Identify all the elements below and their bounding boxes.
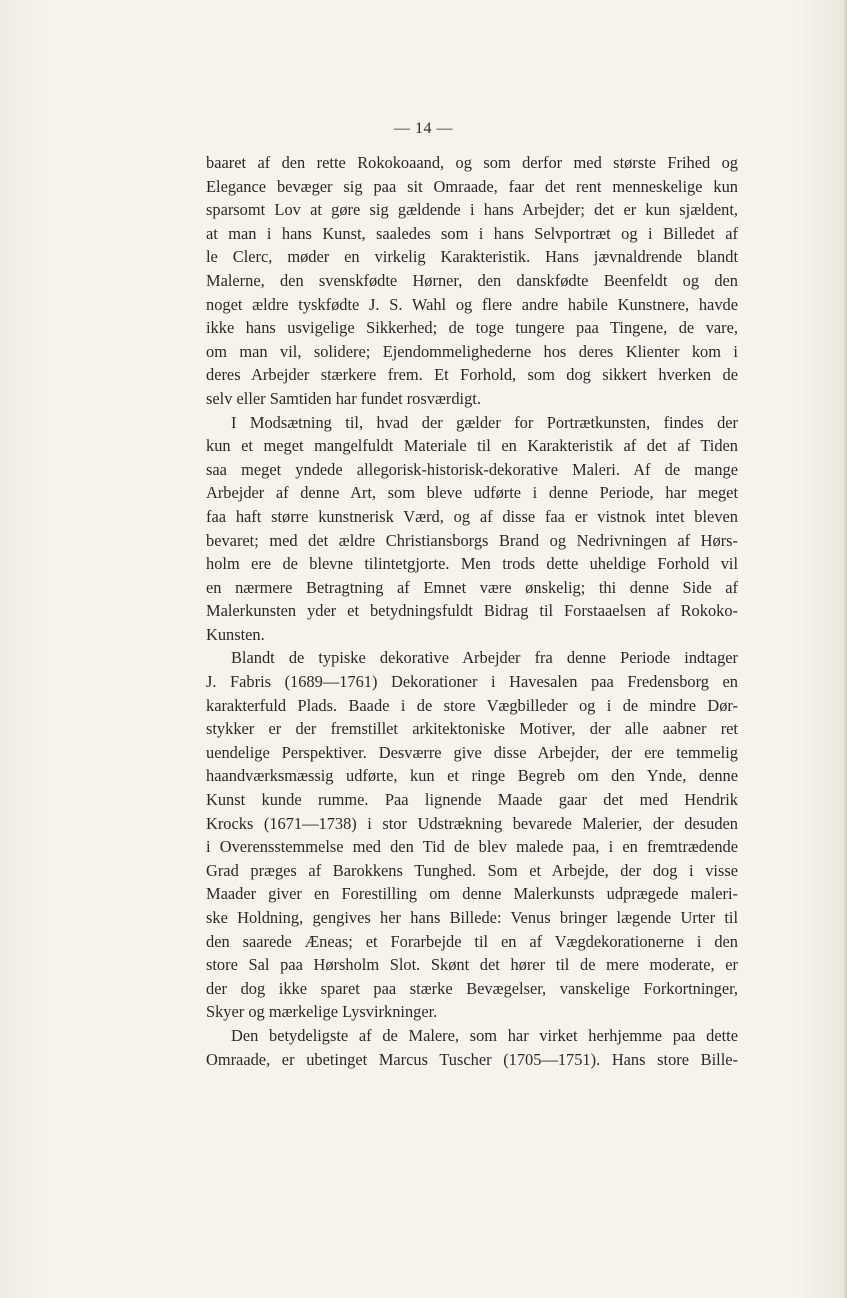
paragraph	[206, 151, 738, 411]
paragraph	[206, 1024, 738, 1071]
text-line: store Sal paa Hørsholm Slot. Skønt det hører til de mere moderate, er	[206, 955, 738, 975]
text-line: J. Fabris (1689—1761) Dekorationer i Havesalen paa Fredensborg en	[206, 672, 738, 692]
text-line: sparsomt Lov at gøre sig gældende i hans Arbejder; det er kun sjældent,	[206, 200, 738, 220]
text-line: en nærmere Betragtning af Emnet være ønskelig; thi denne Side af	[206, 577, 738, 597]
text-line: i Overensstemmelse med den Tid de blev malede paa, i en fremtrædende	[206, 837, 738, 857]
text-line: selv eller Samtiden har fundet rosværdigt.	[206, 388, 481, 408]
text-line: holm ere de blevne tilintetgjorte. Men trods dette uheldige Forhold vil	[206, 554, 738, 574]
text-line: karakterfuld Plads. Baade i de store Vægbilleder og i de mindre Dør-	[206, 695, 738, 715]
text-line: stykker er der fremstillet arkitektoniske Motiver, der alle aabner ret	[206, 719, 738, 739]
text-line: uendelige Perspektiver. Desværre give disse Arbejder, der ere temmelig	[206, 742, 738, 762]
paragraph	[206, 646, 738, 1024]
text-line: bevaret; med det ældre Christiansborgs Brand og Nedrivningen af Hørs-	[206, 530, 738, 550]
paragraph	[206, 411, 738, 647]
text-line: le Clerc, møder en virkelig Karakteristik. Hans jævnaldrende blandt	[206, 247, 738, 267]
page-edge-shadow	[843, 0, 847, 1298]
text-line: faa haft større kunstnerisk Værd, og af disse faa er vistnok intet bleven	[206, 506, 738, 526]
text-line: Malerkunsten yder et betydningsfuldt Bidrag til Forstaaelsen af Rokoko-	[206, 601, 738, 621]
text-line: Kunsten.	[206, 624, 265, 644]
text-line: Elegance bevæger sig paa sit Omraade, faar det rent menneskelige kun	[206, 176, 738, 196]
text-line: kun et meget mangelfuldt Materiale til en Karakteristik af det af Tiden	[206, 436, 738, 456]
text-line: deres Arbejder stærkere frem. Et Forhold, som dog sikkert hverken de	[206, 365, 738, 385]
text-line: ske Holdning, gengives her hans Billede: Venus bringer lægende Urter til	[206, 908, 738, 927]
text-line: Krocks (1671—1738) i stor Udstrækning bevarede Malerier, der desuden	[206, 813, 738, 833]
text-line: Arbejder af denne Art, som bleve udførte i denne Periode, har meget	[206, 483, 738, 503]
body-text	[206, 151, 738, 1071]
text-line: den saarede Æneas; et Forarbejde til en af Vægdekorationerne i den	[206, 931, 738, 951]
text-line: Omraade, er ubetinget Marcus Tuscher (1705—1751). Hans store Bille-	[206, 1049, 738, 1069]
text-line: Grad præges af Barokkens Tunghed. Som et Arbejde, der dog i visse	[206, 860, 738, 880]
text-line: baaret af den rette Rokokoaand, og som derfor med største Frihed og	[206, 153, 738, 172]
text-line: der dog ikke sparet paa stærke Bevægelser, vanskelige Forkortninger,	[206, 978, 738, 998]
text-line: Malerne, den svenskfødte Hørner, den danskfødte Beenfeldt og den	[206, 270, 738, 290]
text-line: haandværksmæssig udførte, kun et ringe Begreb om den Ynde, denne	[206, 766, 738, 786]
text-line: at man i hans Kunst, saaledes som i hans Selvportræt og i Billedet af	[206, 223, 738, 243]
text-line: Maader giver en Forestilling om denne Malerkunsts udprægede maleri-	[206, 884, 738, 904]
text-line: ikke hans usvigelige Sikkerhed; de toge tungere paa Tingene, de vare,	[206, 318, 738, 338]
text-line: noget ældre tyskfødte J. S. Wahl og flere andre habile Kunstnere, havde	[206, 294, 738, 314]
page-number: — 14 —	[394, 120, 453, 137]
text-line: Skyer og mærkelige Lysvirkninger.	[206, 1002, 438, 1022]
text-line: saa meget yndede allegorisk-historisk-dekorative Maleri. Af de mange	[206, 459, 738, 479]
text-line: om man vil, solidere; Ejendommelighederne hos deres Klienter kom i	[206, 341, 738, 361]
text-line: Kunst kunde rumme. Paa lignende Maade gaar det med Hendrik	[206, 790, 738, 810]
text-line: Blandt de typiske dekorative Arbejder fra denne Periode indtager	[231, 648, 738, 668]
text-line: I Modsætning til, hvad der gælder for Portrætkunsten, findes der	[231, 412, 738, 432]
text-line: Den betydeligste af de Malere, som har virket herhjemme paa dette	[231, 1025, 738, 1045]
